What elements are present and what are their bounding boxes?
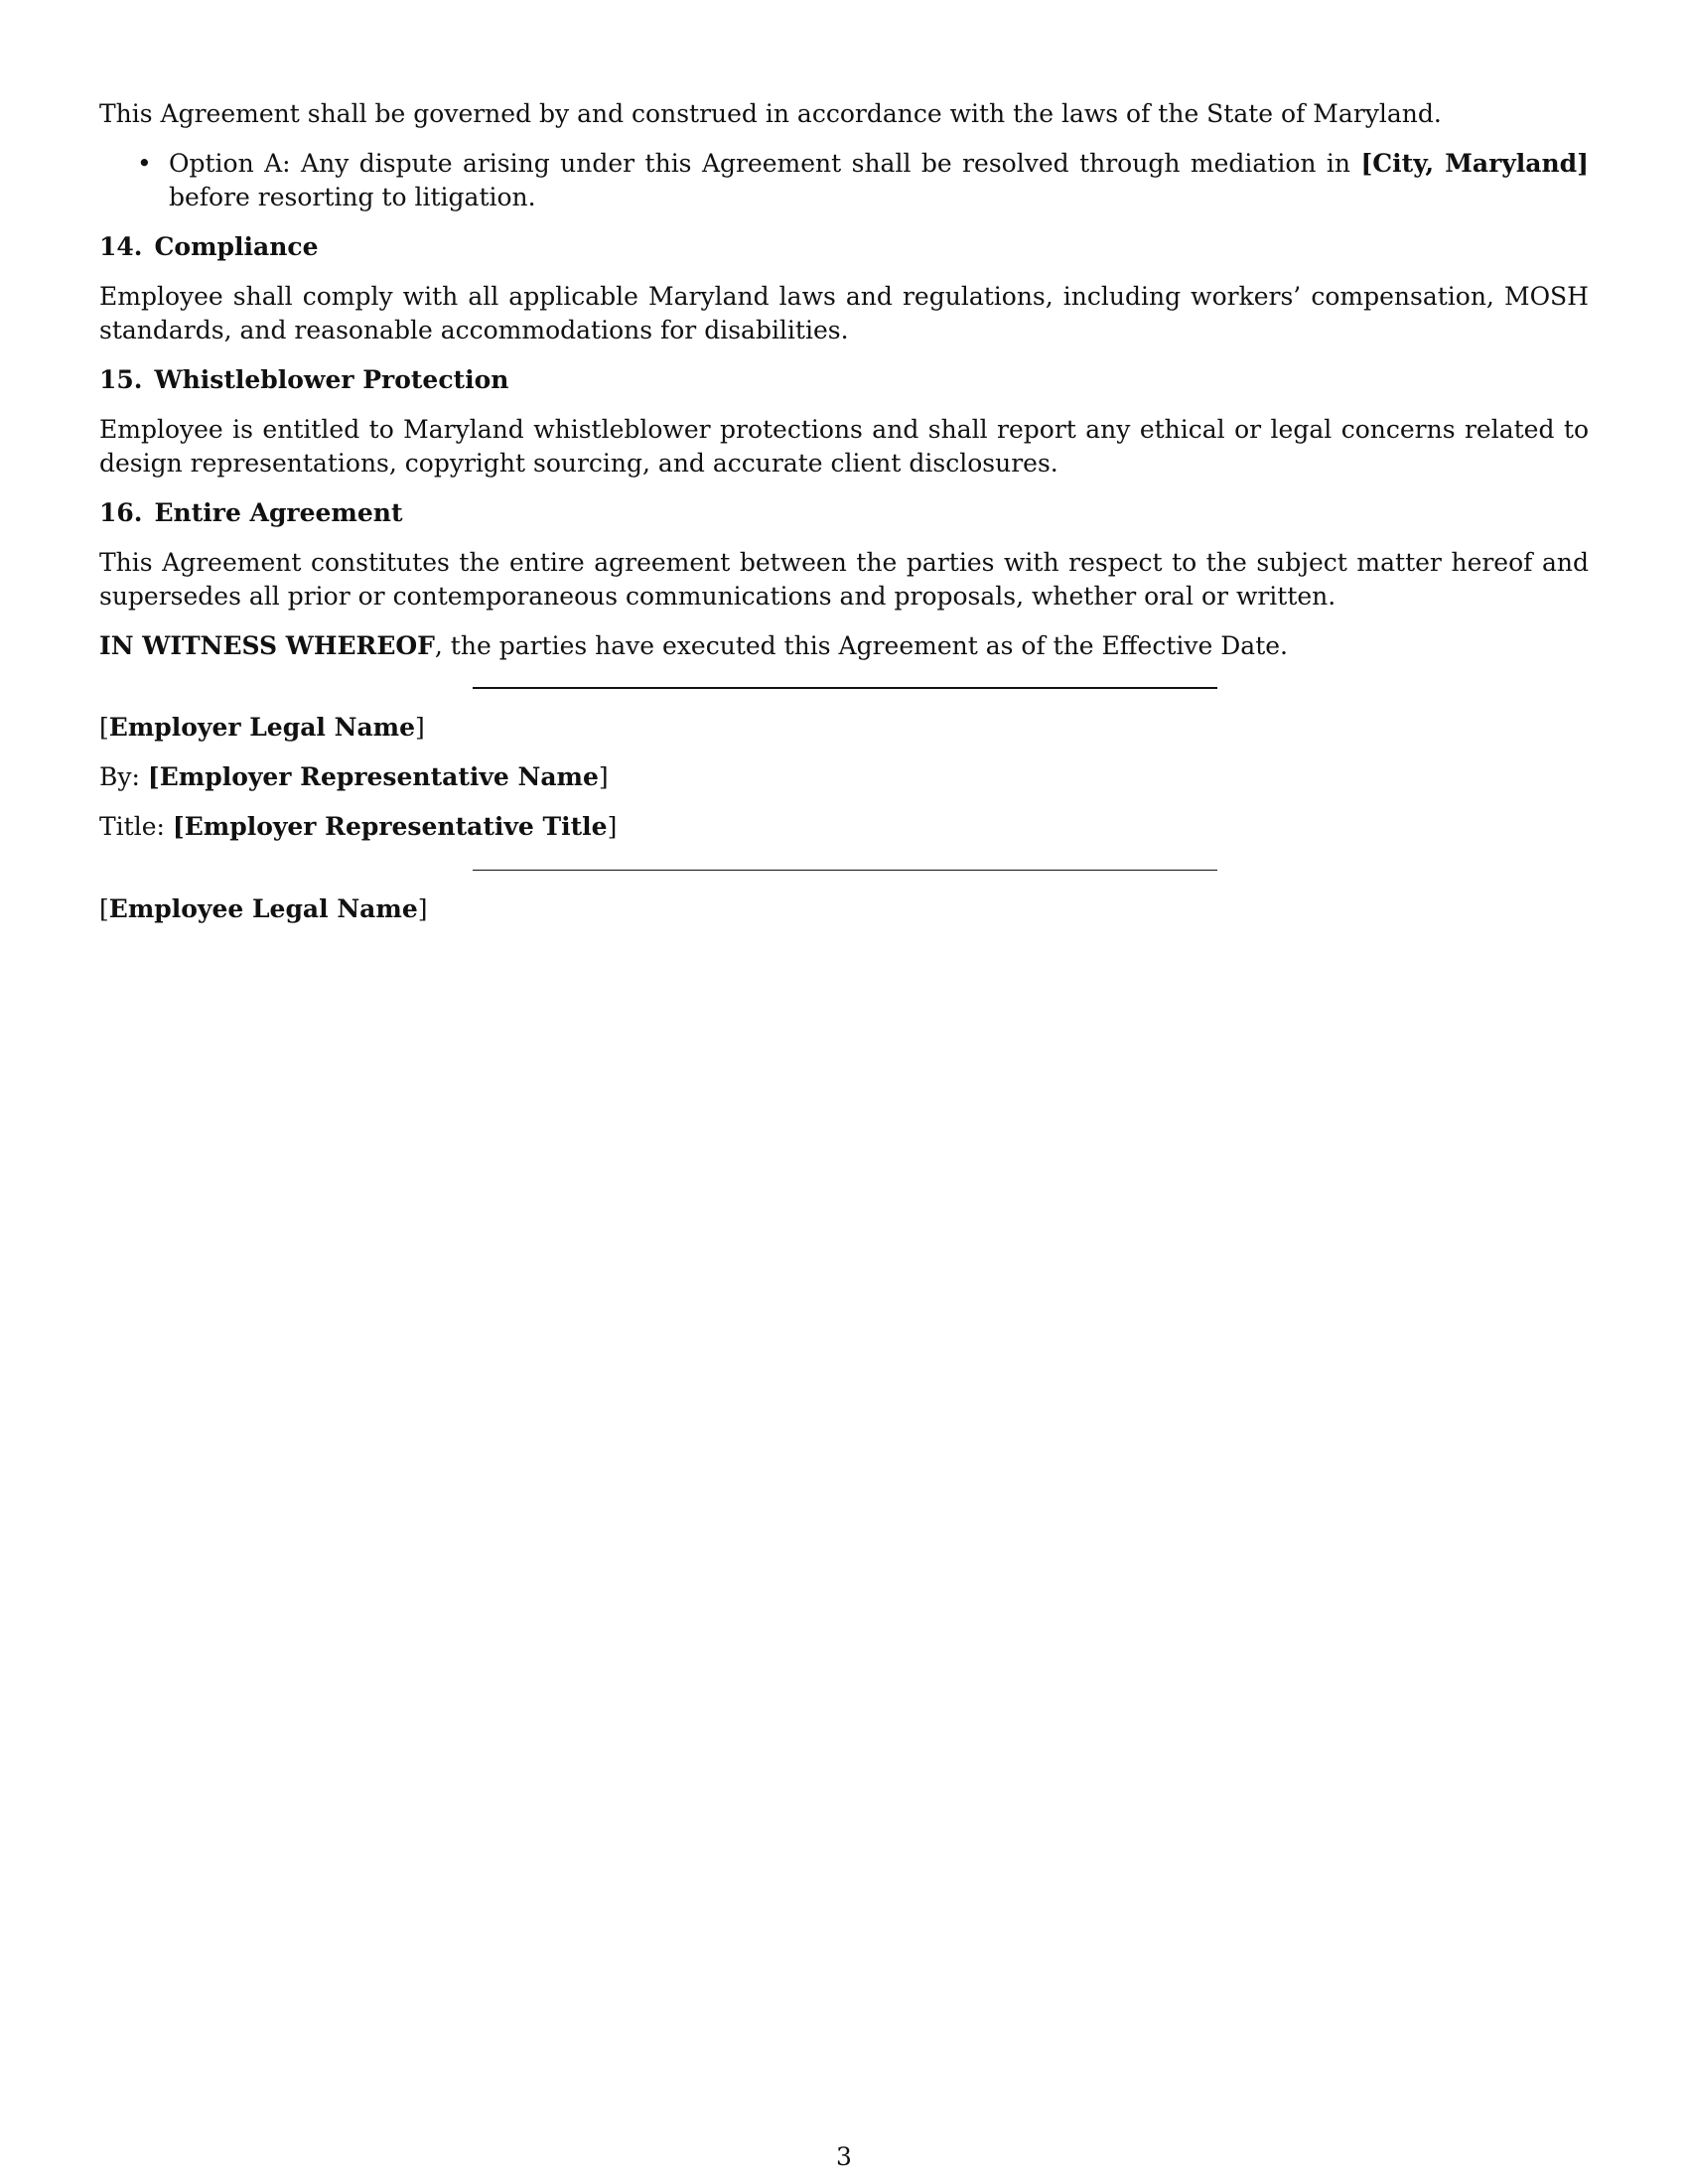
employer-by-line xyxy=(99,760,1589,794)
document-page xyxy=(99,97,1589,942)
section-number: 16. xyxy=(99,498,143,527)
employee-signature-line[interactable] xyxy=(473,870,1217,871)
witness-bold: IN WITNESS WHEREOF xyxy=(99,631,435,660)
employer-signature-line[interactable] xyxy=(473,687,1217,689)
section-body-compliance: Employee shall comply with all applicable Maryland laws and regulations, including workers’ compensation, MOSH standards, and reasonable accommodations for disabilities. xyxy=(99,282,1589,344)
bracket-open: [ xyxy=(99,894,109,923)
city-placeholder: [City, Maryland] xyxy=(1360,149,1589,178)
section-number: 15. xyxy=(99,365,143,394)
title-label: Title: xyxy=(99,812,173,841)
section-heading-whistleblower xyxy=(99,363,1589,397)
bracket-close: ] xyxy=(417,894,428,923)
section-heading-compliance xyxy=(99,230,1589,264)
employer-name-placeholder: Employer Legal Name xyxy=(108,713,416,742)
list-item xyxy=(99,147,1589,214)
bracket-close: ] xyxy=(598,762,609,791)
section-title: Entire Agreement xyxy=(154,498,403,527)
section-title: Compliance xyxy=(154,232,319,261)
employee-signature-block xyxy=(99,892,1589,926)
section-title: Whistleblower Protection xyxy=(154,365,509,394)
witness-text: , the parties have executed this Agreement as of the Effective Date. xyxy=(434,631,1289,660)
employee-legal-name xyxy=(99,892,1589,926)
bracket-close: ] xyxy=(607,812,618,841)
rep-title-placeholder: [Employer Representative Title xyxy=(172,812,608,841)
section-heading-entire-agreement xyxy=(99,496,1589,530)
employee-name-placeholder: Employee Legal Name xyxy=(108,894,418,923)
bullet-icon: • xyxy=(137,149,152,178)
bracket-open: [ xyxy=(99,713,109,742)
governing-law-paragraph: This Agreement shall be governed by and construed in accordance with the laws of the State of Maryland. xyxy=(99,99,1442,128)
section-body-entire-agreement: This Agreement constitutes the entire agreement between the parties with respect to the subject matter hereof and supersedes all prior or contemporaneous communications and proposals, whether oral or written. xyxy=(99,548,1589,611)
rep-name-placeholder: [Employer Representative Name xyxy=(147,762,599,791)
employer-legal-name xyxy=(99,711,1589,745)
dispute-options-list xyxy=(99,147,1589,214)
bracket-close: ] xyxy=(415,713,425,742)
option-a-text-start: Option A: Any dispute arising under this Agreement shall be resolved through mediation in xyxy=(169,149,1361,178)
section-number: 14. xyxy=(99,232,143,261)
by-label: By: xyxy=(99,762,148,791)
employer-title-line xyxy=(99,810,1589,844)
employer-signature-block xyxy=(99,711,1589,844)
section-body-whistleblower: Employee is entitled to Maryland whistleblower protections and shall report any ethical or legal concerns related to design representations, copyright sourcing, and accurate client disclosures. xyxy=(99,415,1589,478)
option-a-text-end: before resorting to litigation. xyxy=(169,183,536,211)
witness-paragraph xyxy=(99,629,1589,663)
page-number: 3 xyxy=(836,2142,852,2171)
